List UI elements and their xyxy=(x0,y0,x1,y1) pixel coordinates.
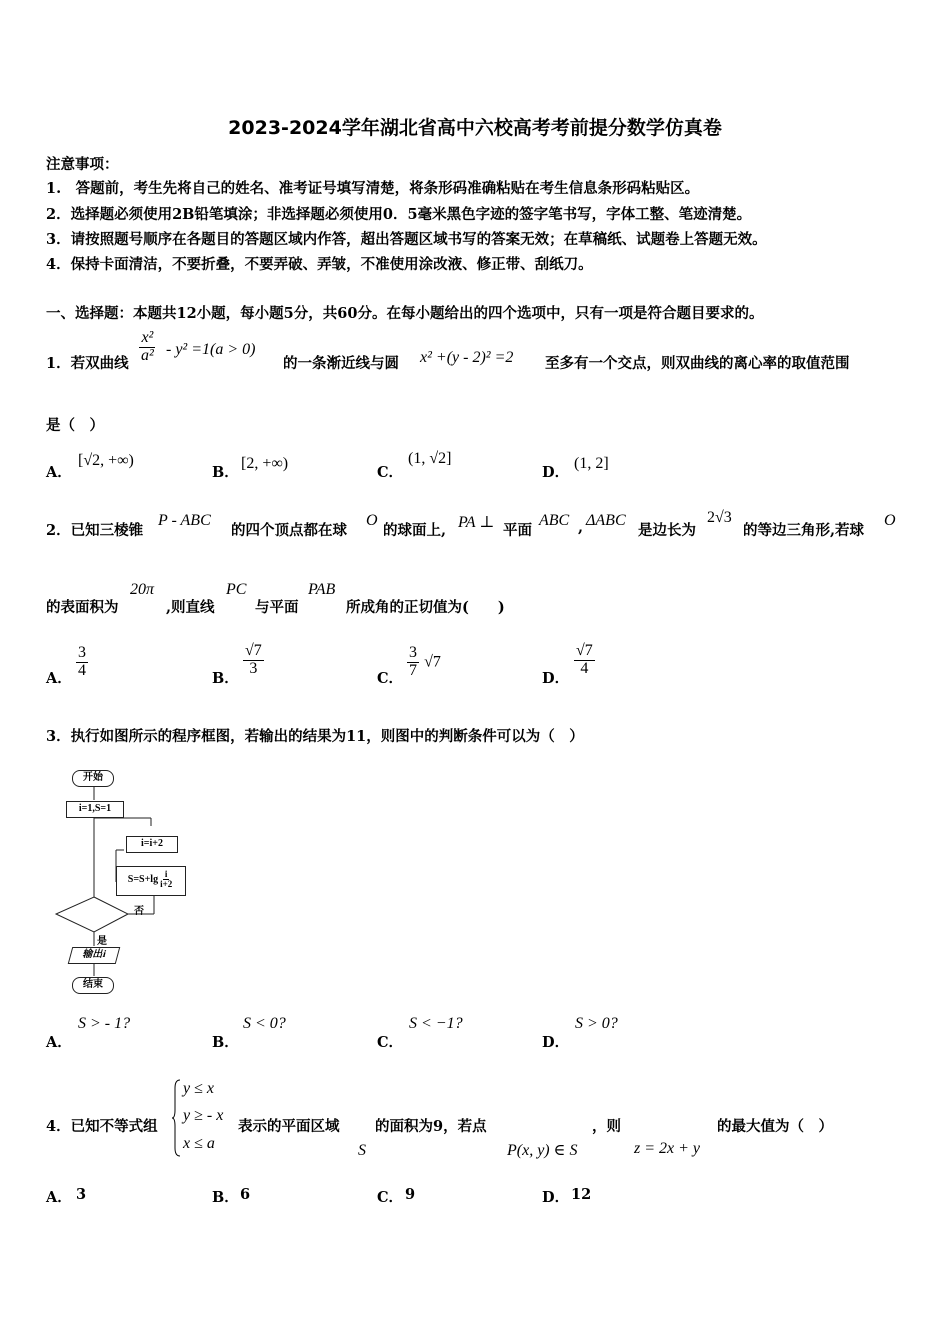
q2-text-2: 的球面上, xyxy=(383,522,447,539)
q4-brace xyxy=(172,1078,182,1158)
q1-option-a-label[interactable]: A． xyxy=(46,464,72,481)
q3-option-c-label[interactable]: C． xyxy=(377,1034,404,1051)
q4-option-c-value: 9 xyxy=(405,1186,416,1203)
q4-option-c-label[interactable]: C． xyxy=(377,1189,404,1206)
section-heading: 一、选择题：本题共12小题，每小题5分，共60分。在每小题给出的四个选项中，只有一项是符合题目要求的。 xyxy=(46,305,764,322)
q2-a-den: 4 xyxy=(78,661,86,679)
flowchart-update xyxy=(116,866,186,896)
q2-line-pc: PC xyxy=(226,581,247,598)
flowchart-end: 结束 xyxy=(72,977,114,994)
q2-option-b-value xyxy=(243,643,264,678)
q2-d-num: √7 xyxy=(576,642,593,659)
q1-option-d-label[interactable]: D． xyxy=(542,464,570,481)
notice-item: 3．请按照题号顺序在各题目的答题区域内作答，超出答题区域书写的答案无效；在草稿纸、试题卷上答题无效。 xyxy=(46,231,767,248)
q2-surface-area: 20π xyxy=(130,581,155,598)
q4-option-d-label[interactable]: D． xyxy=(542,1189,570,1206)
q1-text-suffix: 至多有一个交点，则双曲线的离心率的取值范围 xyxy=(545,355,850,372)
q4-option-a-label[interactable]: A． xyxy=(46,1189,72,1206)
flowchart-no-label: 否 xyxy=(134,906,144,917)
q2-comma: , xyxy=(578,519,584,536)
flowchart-update-num: i xyxy=(164,868,168,879)
q1-hyperbola-rest: - y² =1(a > 0) xyxy=(166,341,256,358)
q1-circle-eq: x² +(y - 2)² =2 xyxy=(420,349,514,366)
flowchart-init: i=1,S=1 xyxy=(66,801,124,818)
flowchart-output: 输出i xyxy=(68,947,121,964)
q2-line2-c: 与平面 xyxy=(255,599,299,616)
q2-side-length: 2√3 xyxy=(707,509,732,526)
q3-option-c-value: S < −1? xyxy=(409,1015,463,1032)
flowchart-update-den: i+2 xyxy=(160,879,173,890)
flowchart-start: 开始 xyxy=(72,770,114,787)
q1-text-mid: 的一条渐近线与圆 xyxy=(283,355,399,372)
q1-option-c-label[interactable]: C． xyxy=(377,464,404,481)
q2-c-extra: √7 xyxy=(424,653,441,671)
q4-text-prefix: 4．已知不等式组 xyxy=(46,1118,158,1135)
q2-text-1: 的四个顶点都在球 xyxy=(231,522,347,539)
q4-option-d-value: 12 xyxy=(571,1186,592,1203)
q2-b-num: √7 xyxy=(245,642,262,659)
notice-heading: 注意事项： xyxy=(46,156,119,173)
q4-option-a-value: 3 xyxy=(76,1186,87,1203)
q1-frac-num: x² xyxy=(141,329,154,346)
q4-objective-z: z = 2x + y xyxy=(634,1140,701,1157)
q3-option-a-value: S > - 1? xyxy=(78,1015,131,1032)
q3-option-b-value: S < 0? xyxy=(243,1015,286,1032)
page-title: 2023-2024学年湖北省高中六校高考考前提分数学仿真卷 xyxy=(228,117,722,139)
q4-point-p: P(x, y) ∈ S xyxy=(507,1142,578,1159)
q2-plane-abc: ABC xyxy=(539,512,570,529)
q2-option-c-label[interactable]: C． xyxy=(377,670,404,687)
q2-d-den: 4 xyxy=(580,659,589,677)
q2-sphere-o: O xyxy=(366,512,378,529)
q2-pa-perp: PA ⊥ xyxy=(458,514,495,531)
q2-option-b-label[interactable]: B． xyxy=(212,670,239,687)
q1-option-c-value: (1, √2] xyxy=(408,450,452,467)
q1-text-prefix: 1．若双曲线 xyxy=(46,355,129,372)
q2-text-3: 平面 xyxy=(503,522,532,539)
q1-frac-den: a² xyxy=(141,346,154,364)
q2-option-d-label[interactable]: D． xyxy=(542,670,570,687)
q2-option-a-value xyxy=(76,645,88,680)
q2-text-5: 的等边三角形,若球 xyxy=(743,522,865,539)
q2-line2-d: 所成角的正切值为( ) xyxy=(346,599,505,616)
notice-item: 2．选择题必须使用2B铅笔填涂；非选择题必须使用0．5毫米黑色字迹的签字笔书写，字体工整、笔迹清楚。 xyxy=(46,206,752,223)
q4-text-3: ，则 xyxy=(592,1118,621,1135)
q3-option-a-label[interactable]: A． xyxy=(46,1034,72,1051)
q2-line2-a: 的表面积为 xyxy=(46,599,119,616)
q2-pyramid: P - ABC xyxy=(158,512,211,529)
q4-option-b-label[interactable]: B． xyxy=(212,1189,239,1206)
q4-ineq-1: y ≤ x xyxy=(183,1080,214,1097)
q1-option-d-value: (1, 2] xyxy=(574,455,609,472)
q2-option-c-value xyxy=(407,645,441,680)
q2-line2-b: ,则直线 xyxy=(166,599,215,616)
q3-option-b-label[interactable]: B． xyxy=(212,1034,239,1051)
flowchart-increment: i=i+2 xyxy=(126,836,178,853)
q2-c-den: 7 xyxy=(409,661,417,679)
flowchart-update-text: S=S+lg xyxy=(127,874,159,885)
q2-b-den: 3 xyxy=(249,659,258,677)
q4-text-2: 的面积为9，若点 xyxy=(375,1118,487,1135)
q2-plane-pab: PAB xyxy=(308,581,336,598)
q4-region-s: S xyxy=(358,1142,366,1159)
q3-flowchart xyxy=(46,762,206,1002)
q1-text-tail: 是（ ） xyxy=(46,417,104,434)
flowchart-yes-label: 是 xyxy=(97,936,107,947)
q4-ineq-3: x ≤ a xyxy=(183,1135,215,1152)
notice-item: 1. 答题前，考生先将自己的姓名、准考证号填写清楚，将条形码准确粘贴在考生信息条形码粘贴区。 xyxy=(46,180,700,197)
q4-option-b-value: 6 xyxy=(240,1186,251,1203)
q1-option-a-value: [√2, +∞) xyxy=(78,452,134,469)
q2-text-prefix: 2．已知三棱锥 xyxy=(46,522,144,539)
q3-text: 3．执行如图所示的程序框图，若输出的结果为11，则图中的判断条件可以为（ ） xyxy=(46,728,584,745)
q1-option-b-value: [2, +∞) xyxy=(241,455,289,472)
q2-a-num: 3 xyxy=(78,644,86,661)
q3-option-d-value: S > 0? xyxy=(575,1015,618,1032)
q4-text-4: 的最大值为（ ） xyxy=(717,1118,833,1135)
notice-item: 4．保持卡面清洁，不要折叠，不要弄破、弄皱，不准使用涂改液、修正带、刮纸刀。 xyxy=(46,256,593,273)
q2-triangle: ΔABC xyxy=(586,512,626,529)
q2-option-d-value xyxy=(574,643,595,678)
q2-text-4: 是边长为 xyxy=(638,522,696,539)
q4-text-1: 表示的平面区域 xyxy=(238,1118,340,1135)
q1-option-b-label[interactable]: B． xyxy=(212,464,239,481)
q4-ineq-2: y ≥ - x xyxy=(183,1107,224,1124)
q3-option-d-label[interactable]: D． xyxy=(542,1034,570,1051)
q2-sphere-o-2: O xyxy=(884,512,896,529)
q1-hyperbola-fraction xyxy=(139,330,156,365)
q2-option-a-label[interactable]: A． xyxy=(46,670,72,687)
q2-c-num: 3 xyxy=(409,644,417,661)
